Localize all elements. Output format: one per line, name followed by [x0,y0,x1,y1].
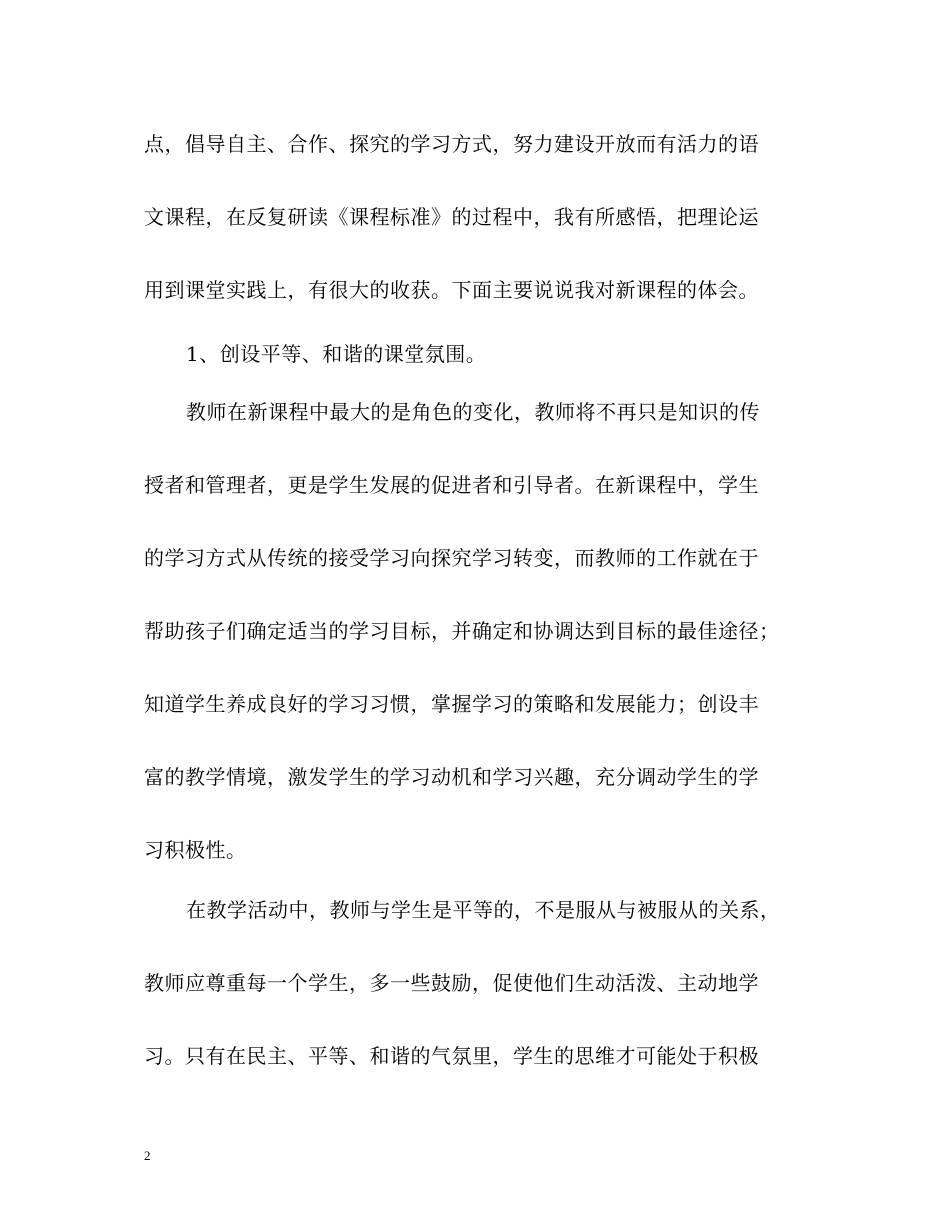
section-heading: 1、创设平等、和谐的课堂氛围。 [186,342,487,366]
paragraph-line: 习。只有在民主、平等、和谐的气氛里，学生的思维才可能处于积极 [144,1044,759,1068]
paragraph-line: 帮助孩子们确定适当的学习目标，并确定和协调达到目标的最佳途径； [144,619,780,643]
paragraph-line: 的学习方式从传统的接受学习向探究学习转变，而教师的工作就在于 [144,546,759,570]
page-number: 2 [144,1148,151,1163]
paragraph-line: 授者和管理者，更是学生发展的促进者和引导者。在新课程中，学生 [144,473,759,497]
paragraph-line: 教师应尊重每一个学生，多一些鼓励，促使他们生动活泼、主动地学 [144,971,759,995]
paragraph-line: 富的教学情境，激发学生的学习动机和学习兴趣，充分调动学生的学 [144,765,759,789]
paragraph-line: 知道学生养成良好的学习习惯，掌握学习的策略和发展能力；创设丰 [144,692,759,716]
paragraph-line: 习积极性。 [144,838,247,862]
paragraph-line: 文课程，在反复研读《课程标准》的过程中，我有所感悟，把理论运 [144,205,759,229]
paragraph-line: 教师在新课程中最大的是角色的变化，教师将不再只是知识的传 [186,400,760,424]
paragraph-line: 用到课堂实践上，有很大的收获。下面主要说说我对新课程的体会。 [144,278,759,302]
paragraph-line: 点，倡导自主、合作、探究的学习方式，努力建设开放而有活力的语 [144,132,759,156]
paragraph-line: 在教学活动中，教师与学生是平等的，不是服从与被服从的关系， [186,898,781,922]
